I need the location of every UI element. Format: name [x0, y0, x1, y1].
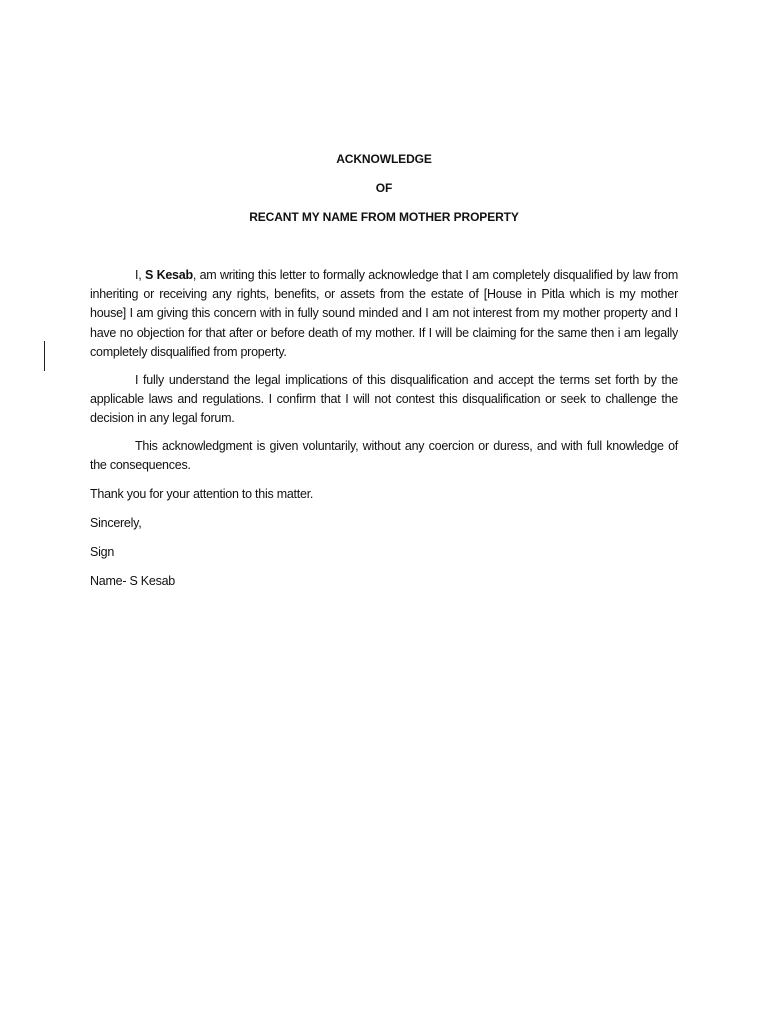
- document-title: ACKNOWLEDGE: [336, 152, 432, 166]
- text-cursor: [44, 341, 45, 371]
- paragraph-understanding: [90, 371, 678, 429]
- closing-line: Sincerely,: [90, 516, 142, 530]
- name-line: Name- S Kesab: [90, 574, 175, 588]
- paragraph-body: , am writing this letter to formally acknowledge that I am completely disqualified by law from inheriting or receiving any rights, benefits, or assets from the estate of [House in Pitla which is my mother house] I am giving this concern with in fully sound minded and I am not interest from my mother property and I have no objection for that after or before death of my mother. If I will be claiming for the same then i am legally completely disqualified from property.: [90, 268, 678, 359]
- paragraph-voluntary: [90, 437, 678, 475]
- paragraph-understanding-text: I fully understand the legal implications of this disqualification and accept the terms set forth by the applicable laws and regulations. I confirm that I will not contest this disqualification or seek to challenge the decision in any legal forum.: [90, 373, 678, 426]
- declarant-name: S Kesab: [144, 268, 193, 282]
- paragraph-voluntary-text: This acknowledgment is given voluntarily, without any coercion or duress, and with full knowledge of the consequences.: [90, 439, 678, 473]
- paragraph-declaration: [90, 266, 678, 362]
- paragraph-prefix: I,: [135, 268, 145, 282]
- document-title-connector: OF: [375, 181, 393, 195]
- thanks-line: Thank you for your attention to this matter.: [90, 487, 314, 501]
- sign-label: Sign: [90, 545, 115, 559]
- document-subtitle: RECANT MY NAME FROM MOTHER PROPERTY: [249, 210, 519, 224]
